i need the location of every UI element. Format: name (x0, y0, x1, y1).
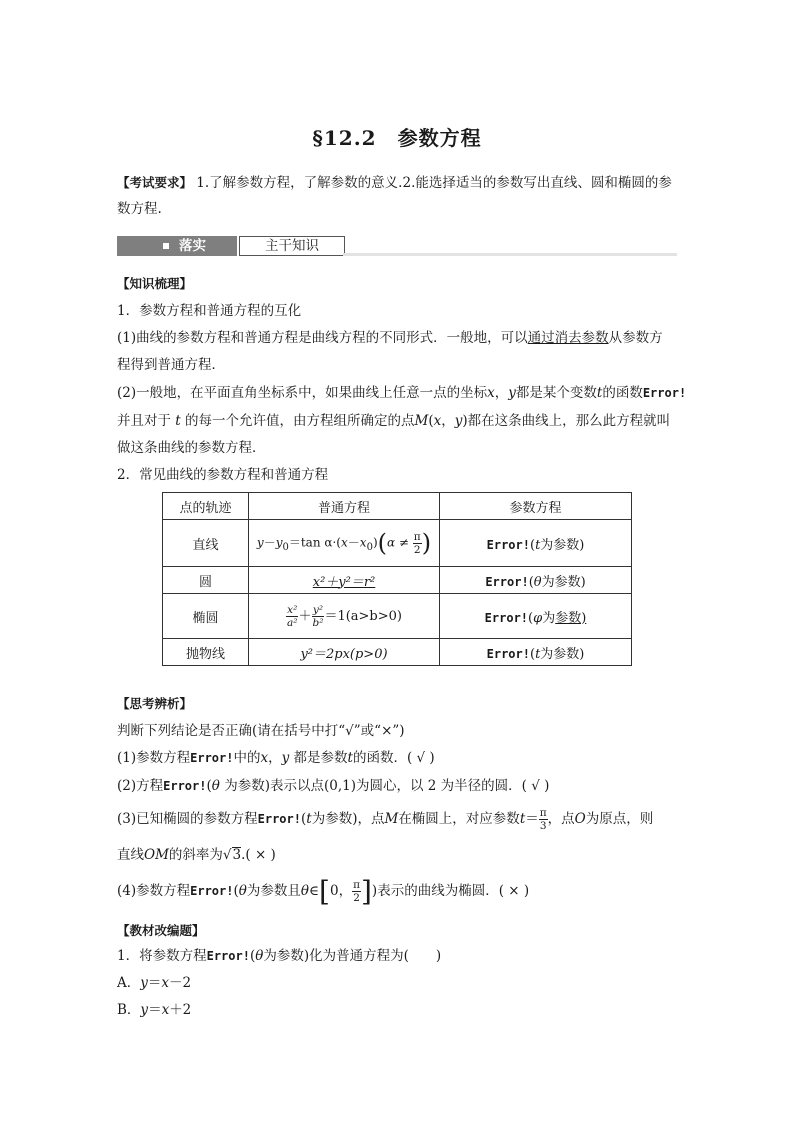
denominator: 2 (413, 543, 421, 556)
text: (3)已知椭圆的参数方程 (117, 811, 258, 827)
underlined-answer: 通过消去参数 (527, 330, 609, 346)
error-placeholder: Error! (190, 751, 234, 765)
option-b (117, 997, 191, 1023)
error-placeholder: Error! (190, 884, 234, 898)
right-bracket: ] (360, 874, 372, 908)
text: (1)曲线的参数方程和普通方程是曲线方程的不同形式．一般地，可以 (117, 330, 528, 346)
text: ( (428, 413, 434, 429)
text: 为原点，则 (585, 811, 654, 827)
var: α (387, 535, 396, 550)
underlined-answer: x²＋y²＝r² (312, 574, 376, 590)
var: t (519, 811, 526, 827)
pi-over-3 (539, 807, 548, 832)
var: OM (144, 847, 169, 863)
text: 的函数 (602, 385, 643, 401)
text: ＝ (525, 811, 539, 827)
text: ( (529, 646, 536, 662)
var: y (508, 385, 516, 401)
error-placeholder: Error! (485, 574, 529, 589)
parametric-equation (440, 594, 632, 639)
text: B． (117, 1002, 141, 1018)
var: M (384, 811, 399, 827)
text: 并且对于 (117, 413, 176, 429)
curves-table (162, 492, 632, 666)
text: 为参数且 (246, 883, 301, 899)
error-placeholder: Error! (642, 386, 687, 400)
text: ， (268, 750, 282, 766)
var: t (535, 646, 541, 662)
pi-over-2 (413, 531, 422, 556)
var: θ (238, 883, 247, 899)
var: t (596, 385, 603, 401)
var: t (347, 750, 353, 766)
var: x (161, 975, 170, 991)
standard-equation (249, 520, 440, 567)
text: ( (249, 948, 256, 964)
radicand: 3 (232, 847, 242, 863)
text: 为参数)化为普通方程为( ) (263, 948, 442, 964)
denominator: 2 (353, 892, 360, 904)
table-header-row (163, 493, 632, 520)
banner-box: 主干知识 (239, 236, 345, 256)
text: ＋2 (169, 1002, 192, 1018)
k1-para2-line1 (117, 380, 686, 406)
text: ( (233, 883, 239, 899)
error-placeholder: Error! (163, 779, 207, 793)
var: θ (300, 883, 310, 899)
text: ( (528, 610, 534, 626)
header-cell: 点的轨迹 (163, 493, 249, 520)
text: －2 (169, 975, 192, 991)
text: ≠ (395, 535, 413, 550)
text: 的函数．( √ ) (352, 750, 435, 766)
text: ＝ (147, 975, 162, 991)
text: 为参数) (541, 574, 586, 590)
text: .( × ) (241, 847, 276, 863)
text: ∈ (309, 883, 320, 899)
var: x (359, 535, 367, 550)
paren-left: ( (377, 529, 387, 557)
text: ) (372, 535, 378, 550)
numerator: π (539, 807, 547, 819)
text: － (263, 535, 276, 550)
error-placeholder: Error! (486, 646, 530, 661)
denominator: 3 (539, 820, 547, 832)
text: 为参数)，点 (311, 811, 385, 827)
requirements-line1: 1.了解参数方程，了解参数的意义.2.能选择适当的参数写出直线、圆和椭圆的参 (192, 175, 672, 191)
error-placeholder: Error! (486, 537, 530, 552)
standard-equation (249, 639, 440, 666)
k1-heading: 1．参数方程和普通方程的互化 (117, 303, 302, 319)
text: ( (528, 574, 534, 590)
text: (2)一般地，在平面直角坐标系中，如果曲线上任意一点的坐标 (117, 385, 488, 401)
text: ， (494, 385, 509, 401)
error-placeholder: Error! (484, 610, 529, 625)
k1-para2-line3: 做这条曲线的参数方程． (117, 440, 266, 456)
section-textbook-heading: 【教材改编题】 (117, 923, 205, 938)
text: 在椭圆上，对应参数 (398, 811, 520, 827)
subscript: 0 (366, 541, 373, 553)
var: x (340, 535, 348, 550)
curve-name: 椭圆 (163, 594, 249, 639)
header-cell: 普通方程 (249, 493, 440, 520)
subscript: 0 (282, 541, 289, 553)
text: ＋ (298, 608, 312, 624)
text: 从参数方 (608, 330, 663, 346)
k1-para1-line2: 程得到普通方程． (117, 357, 225, 373)
text: y²＝2px(p>0) (300, 646, 388, 662)
section-banner (117, 236, 677, 258)
var: t (175, 413, 181, 429)
var: t (535, 537, 541, 553)
banner-label-bar (117, 236, 237, 256)
pi-over-2 (352, 879, 361, 904)
var: θ (211, 778, 220, 794)
var: x (487, 385, 495, 401)
text: 的斜率为 (168, 847, 223, 863)
text: (2)方程 (117, 778, 164, 794)
numerator: π (413, 530, 421, 543)
parametric-equation (440, 639, 632, 666)
var: y (275, 535, 283, 550)
sqrt-icon: √ (222, 847, 232, 863)
banner-label: 落实 (179, 238, 206, 254)
text: )表示的曲线为椭圆．( × ) (371, 883, 530, 899)
var: y (281, 750, 290, 766)
text: － (347, 535, 360, 550)
numerator: x² (287, 603, 298, 616)
text: 中的 (233, 750, 261, 766)
var: φ (533, 610, 543, 626)
denominator: a² (287, 616, 298, 629)
text: 0， (329, 883, 353, 899)
text: ( (300, 811, 307, 827)
requirements-line2: 数方程. (117, 201, 162, 217)
question-3-line2 (117, 842, 276, 868)
text: 为参数) (540, 537, 585, 553)
left-bracket: [ (319, 874, 330, 908)
textbook-question-1 (117, 943, 441, 969)
var: y (140, 1002, 149, 1018)
k2-heading: 2．常见曲线的参数方程和普通方程 (117, 467, 329, 483)
underlined-answer: 参数) (555, 610, 587, 626)
var: θ (533, 574, 542, 590)
text: 为参数)表示以点(0,1)为圆心，以 2 为半径的圆．( √ ) (219, 778, 550, 794)
table-row (163, 520, 632, 567)
option-a (117, 970, 191, 996)
requirements-tag: 【考试要求】 (117, 175, 193, 190)
k1-para2-line2 (117, 408, 670, 434)
var: θ (255, 948, 264, 964)
question-1 (117, 745, 435, 771)
var: x (433, 413, 442, 429)
standard-equation (249, 567, 440, 594)
square-bullet-icon (163, 243, 169, 249)
curve-name: 直线 (163, 520, 249, 567)
parametric-equation (440, 567, 632, 594)
question-2 (117, 773, 549, 799)
text: (4)参数方程 (117, 883, 191, 899)
text: A． (117, 975, 141, 991)
text: 为参数) (540, 646, 585, 662)
text: 都是某个变数 (515, 385, 597, 401)
error-placeholder: Error! (257, 812, 301, 826)
page-title: §12.2 参数方程 (312, 126, 482, 150)
text: ( (529, 537, 536, 553)
denominator: b² (312, 616, 324, 629)
k1-para1-line1 (117, 325, 663, 351)
var: t (306, 811, 312, 827)
table-row (163, 567, 632, 594)
text: 为 (542, 610, 556, 626)
text: )都在这条曲线上，那么此方程就叫 (462, 413, 671, 429)
error-placeholder: Error! (206, 949, 250, 963)
section-knowledge-heading: 【知识梳理】 (117, 276, 193, 291)
parametric-equation (440, 520, 632, 567)
y2-over-b2 (312, 604, 325, 629)
text: ， (441, 413, 455, 429)
exam-requirements (117, 170, 672, 196)
var: x (161, 1002, 170, 1018)
question-4 (117, 874, 529, 908)
text: ＝ (148, 1002, 162, 1018)
numerator: π (353, 879, 360, 891)
text: ，点 (547, 811, 575, 827)
var: M (414, 413, 429, 429)
table-row (163, 594, 632, 639)
var: y (256, 535, 264, 550)
think-intro: 判断下列结论是否正确(请在括号中打“√”或“×”) (117, 723, 405, 739)
curve-name: 圆 (163, 567, 249, 594)
question-3-line1 (117, 802, 653, 836)
numerator: y² (312, 603, 324, 616)
text: 的每一个允许值，由方程组所确定的点 (180, 413, 415, 429)
var: y (454, 413, 463, 429)
paren-right: ) (421, 529, 432, 557)
x2-over-a2 (286, 604, 298, 629)
standard-equation (249, 594, 440, 639)
table-row (163, 639, 632, 666)
text: ＝tan α·( (288, 535, 341, 550)
text: 1．将参数方程 (117, 948, 207, 964)
text: ＝1(a>b>0) (324, 608, 402, 624)
banner-divider (343, 253, 677, 256)
text: 直线 (117, 847, 144, 863)
section-think-heading: 【思考辨析】 (117, 696, 193, 711)
header-cell: 参数方程 (440, 493, 632, 520)
var: x (260, 750, 269, 766)
text: (1)参数方程 (117, 750, 191, 766)
text: 都是参数 (289, 750, 348, 766)
curve-name: 抛物线 (163, 639, 249, 666)
var: O (574, 811, 586, 827)
text: ( (206, 778, 212, 794)
var: y (140, 975, 148, 991)
